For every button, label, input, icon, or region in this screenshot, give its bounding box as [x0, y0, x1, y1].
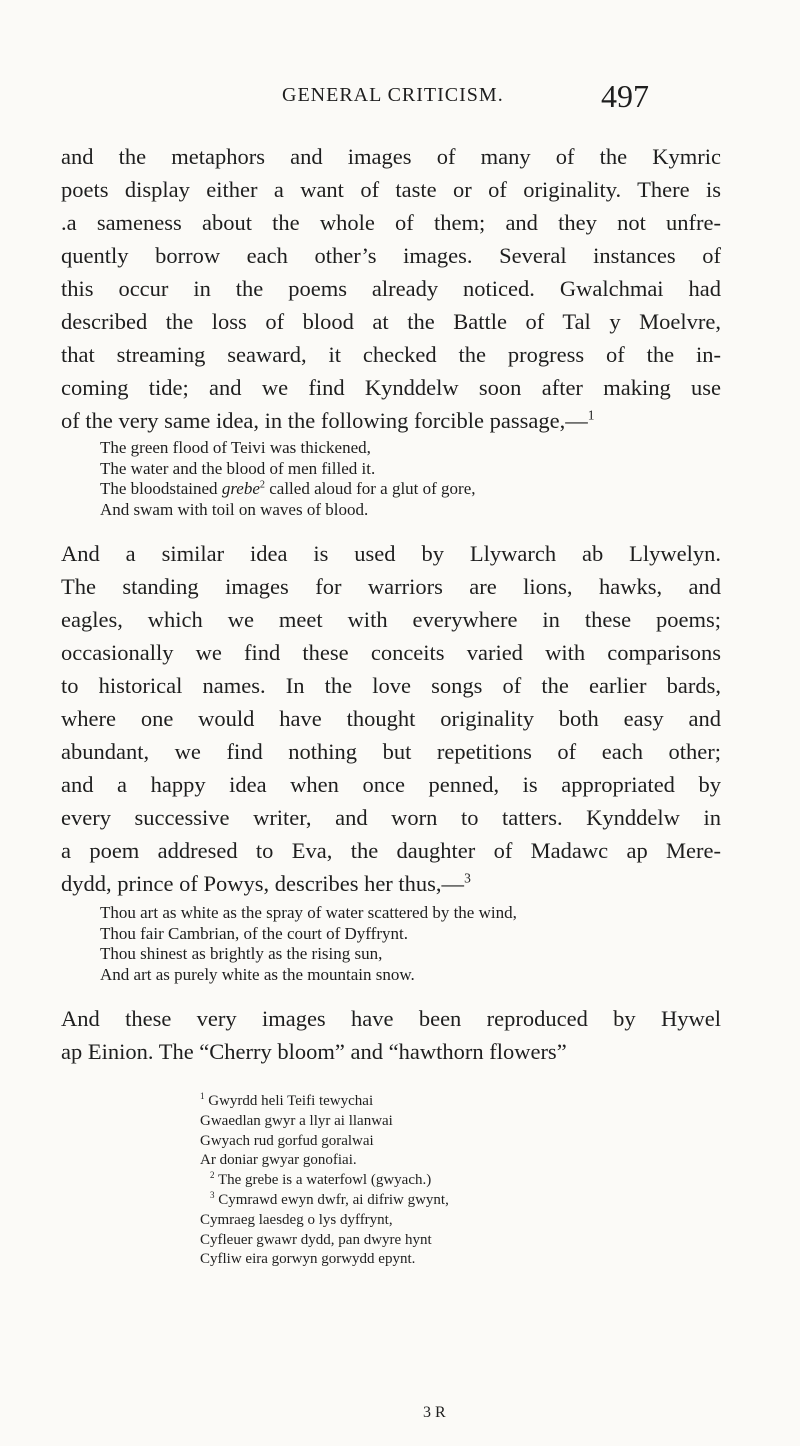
footnote-marker: 2	[210, 1170, 215, 1181]
verse-block-1	[100, 438, 700, 520]
footnote-line: Ar doniar gwyar gonofiai.	[200, 1152, 357, 1169]
text-line: The standing images for warriors are lions, hawks, and	[61, 574, 721, 599]
verse-line: The green flood of Teivi was thickened,	[100, 438, 371, 457]
footnotes	[200, 1092, 640, 1270]
text-line	[61, 867, 721, 900]
text-line: quently borrow each other’s images. Several instances of	[61, 243, 721, 268]
text-line: to historical names. In the love songs of the earlier bards,	[61, 673, 721, 698]
verse-italic-word: grebe	[221, 479, 260, 498]
footnote-text: Gwyrdd heli Teifi tewychai	[208, 1093, 374, 1109]
paragraph-3	[61, 1002, 721, 1068]
verse-line: The water and the blood of men filled it.	[100, 458, 376, 478]
text-line: described the loss of blood at the Battle of Tal y Moelvre,	[61, 309, 721, 334]
text-line: occasionally we find these conceits varied with comparisons	[61, 640, 721, 665]
footnote-ref: 1	[587, 407, 595, 423]
verse-line: Thou shinest as brightly as the rising sun,	[100, 944, 383, 963]
text-line: coming tide; and we find Kynddelw soon after making use	[61, 375, 721, 400]
verse-line	[100, 479, 700, 500]
footnote-line: Cyfleuer gwawr dydd, pan dwyre hynt	[200, 1231, 432, 1248]
footnote-line	[200, 1092, 640, 1112]
text-line: a poem addresed to Eva, the daughter of Madawc ap Mere-	[61, 838, 721, 863]
verse-line-end: called aloud for a glut of gore,	[264, 479, 476, 498]
verse-line: Thou fair Cambrian, of the court of Dyffrynt.	[100, 923, 408, 943]
paragraph-2	[61, 537, 721, 900]
text-line-content: dydd, prince of Powys, describes her thus,—	[61, 871, 465, 896]
text-line: every successive writer, and worn to tatters. Kynddelw in	[61, 805, 721, 830]
footnote-marker: 3	[210, 1189, 215, 1200]
verse-line: And swam with toil on waves of blood.	[100, 499, 369, 519]
page-header	[0, 78, 800, 118]
footnote-line	[200, 1191, 640, 1211]
verse-line: Thou art as white as the spray of water scattered by the wind,	[100, 903, 517, 922]
text-line: And a similar idea is used by Llywarch ab Llywelyn.	[61, 541, 721, 566]
text-line: this occur in the poems already noticed. Gwalchmai had	[61, 276, 721, 301]
text-line: ap Einion. The “Cherry bloom” and “hawthorn flowers”	[61, 1039, 567, 1064]
footnote-text: Cymrawd ewyn dwfr, ai difriw gwynt,	[218, 1191, 449, 1208]
text-line: eagles, which we meet with everywhere in these poems;	[61, 607, 721, 632]
text-line: where one would have thought originality both easy and	[61, 706, 721, 731]
text-line: And these very images have been reproduced by Hywel	[61, 1006, 721, 1031]
signature-mark: 3 R	[423, 1404, 446, 1421]
text-line: that streaming seaward, it checked the progress of the in-	[61, 342, 721, 367]
footnote-line: Gwaedlan gwyr a llyr ai llanwai	[200, 1112, 393, 1129]
footnote-marker: 1	[200, 1091, 205, 1101]
text-line: and the metaphors and images of many of the Kymric	[61, 144, 721, 169]
text-line: and a happy idea when once penned, is appropriated by	[61, 772, 721, 797]
running-head: GENERAL CRITICISM.	[282, 84, 504, 106]
footnote-ref: 3	[464, 870, 471, 886]
footnote-line: Cymraeg laesdeg o lys dyffrynt,	[200, 1211, 393, 1228]
footnote-line: Gwyach rud gorfud goralwai	[200, 1132, 374, 1149]
footnote-line	[200, 1171, 640, 1191]
verse-block-2	[100, 903, 700, 985]
text-line: abundant, we find nothing but repetitions of each other;	[61, 739, 721, 764]
text-line	[61, 404, 721, 437]
page-number: 497	[601, 78, 649, 114]
verse-line-start: The bloodstained	[100, 479, 222, 498]
paragraph-1	[61, 140, 721, 437]
footnote-ref: 2	[259, 479, 265, 491]
footnote-line: Cyfliw eira gorwyn gorwydd epynt.	[200, 1251, 416, 1268]
verse-line: And art as purely white as the mountain snow.	[100, 964, 415, 984]
footnote-text: The grebe is a waterfowl (gwyach.)	[217, 1172, 432, 1189]
text-line: poets display either a want of taste or of originality. There is	[61, 177, 721, 202]
text-line-content: of the very same idea, in the following forcible passage,—	[61, 408, 588, 433]
text-line: .a sameness about the whole of them; and they not unfre-	[61, 210, 721, 235]
